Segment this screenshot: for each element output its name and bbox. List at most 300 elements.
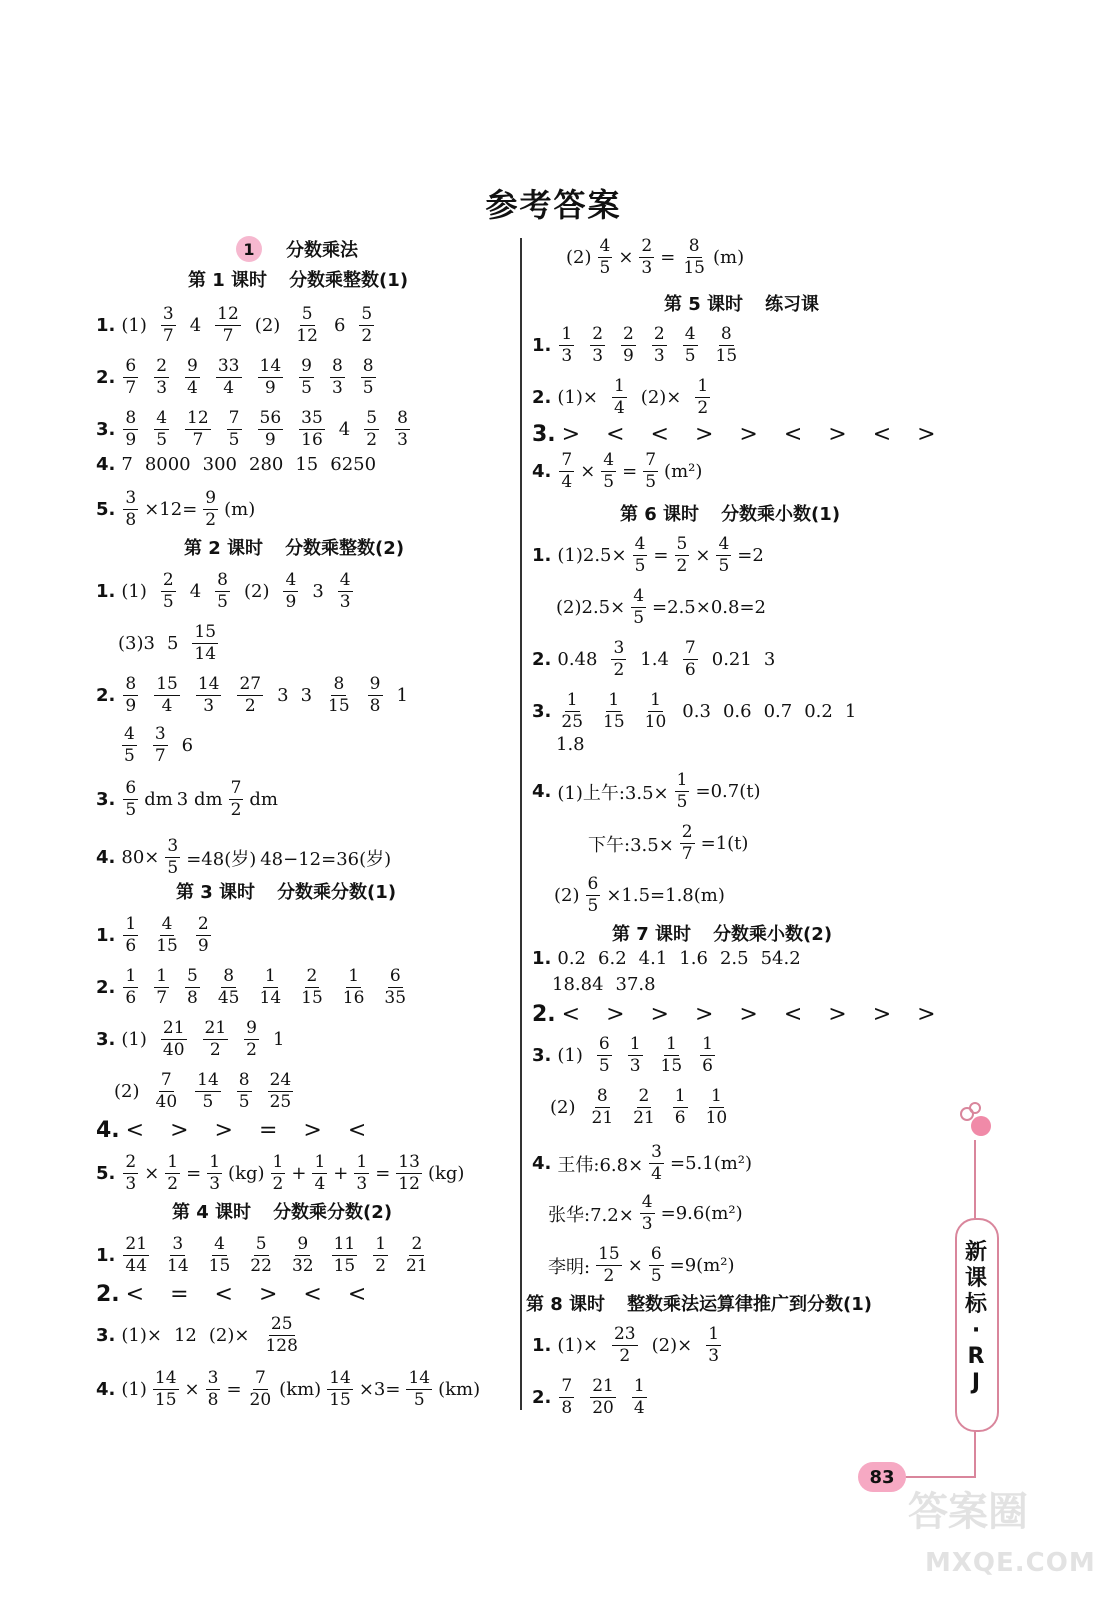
fraction	[366, 676, 385, 715]
numerator: 3	[613, 638, 625, 658]
fraction	[246, 1370, 276, 1409]
answer-text: =	[186, 1163, 202, 1184]
denominator: 2	[244, 696, 256, 716]
fraction	[599, 692, 629, 731]
fraction	[159, 572, 178, 611]
fraction	[679, 238, 709, 277]
answer-text: (3)3	[118, 633, 155, 654]
fraction	[698, 1036, 717, 1075]
numerator: 8	[397, 408, 408, 428]
fraction	[159, 1020, 189, 1059]
numerator: 6	[598, 1034, 610, 1054]
denominator: 5	[645, 472, 657, 492]
fraction	[671, 1088, 690, 1127]
fraction	[637, 238, 656, 277]
answer-line	[532, 536, 768, 575]
heading-text: 整数乘法运算律推广到分数(1)	[627, 1294, 873, 1315]
heading-text: 第 5 课时	[664, 294, 744, 315]
curriculum-tag	[958, 1240, 994, 1396]
numerator: 5	[301, 304, 313, 324]
denominator: 2	[246, 1040, 257, 1060]
answer-line	[114, 1072, 307, 1111]
answer-text: =	[258, 1118, 278, 1143]
denominator: 20	[592, 1398, 614, 1418]
numerator: 9	[297, 1234, 309, 1254]
numerator: 1	[608, 690, 620, 710]
denominator: 3	[561, 346, 573, 366]
question-number: 3.	[532, 701, 552, 722]
answer-text: 4.1	[638, 948, 668, 969]
answer-line	[96, 838, 395, 877]
numerator: 12	[187, 408, 209, 428]
denominator: 2	[697, 398, 709, 418]
answer-text: (m²)	[664, 461, 703, 482]
question-number: 4.	[96, 1118, 120, 1143]
denominator: 16	[342, 988, 365, 1008]
fraction	[152, 916, 182, 955]
denominator: 15	[301, 988, 323, 1008]
denominator: 9	[197, 936, 209, 956]
numerator: 9	[187, 356, 198, 376]
fraction	[641, 452, 660, 491]
numerator: 4	[633, 586, 645, 606]
answer-text: =	[170, 1282, 189, 1307]
denominator: 40	[155, 1092, 178, 1112]
fraction	[588, 1088, 618, 1127]
fraction	[619, 326, 638, 365]
numerator: 8	[596, 1086, 608, 1106]
numerator: 7	[561, 450, 573, 470]
answer-line	[96, 490, 259, 529]
denominator: 10	[644, 712, 667, 732]
numerator: 6	[125, 356, 137, 376]
question-number: 4.	[532, 781, 552, 802]
numerator: 6	[587, 874, 599, 894]
denominator: 3	[708, 1346, 720, 1366]
question-number: 1.	[96, 581, 116, 602]
answer-line	[532, 1144, 756, 1183]
numerator: 8	[333, 674, 345, 694]
answer-text: 7	[121, 454, 133, 475]
curriculum-tag-char: 课	[964, 1266, 987, 1291]
question-number: 3.	[532, 1045, 552, 1066]
denominator: 3	[397, 430, 408, 450]
numerator: 5	[361, 304, 373, 324]
fraction	[183, 358, 202, 397]
fraction	[673, 772, 692, 811]
answer-text: <	[783, 1002, 803, 1027]
lesson-heading	[620, 500, 862, 526]
numerator: 4	[634, 534, 646, 554]
denominator: 2	[603, 1266, 615, 1286]
numerator: 2	[653, 324, 665, 344]
numerator: 4	[285, 570, 297, 590]
answer-text: >	[828, 422, 847, 447]
unit-number-badge: 1	[236, 236, 262, 262]
numerator: 5	[676, 534, 688, 554]
fraction	[352, 1154, 371, 1193]
answer-line	[96, 1118, 392, 1143]
denominator: 3	[641, 1214, 653, 1234]
fraction	[673, 536, 692, 575]
denominator: 7	[162, 326, 174, 346]
denominator: 3	[156, 378, 168, 398]
answer-text: 2.5	[719, 948, 749, 969]
answer-line	[552, 974, 668, 995]
fraction	[647, 1144, 666, 1183]
question-number: 4.	[532, 461, 552, 482]
numerator: 2	[197, 914, 209, 934]
answer-text: (1)	[121, 581, 147, 602]
question-number: 1.	[532, 1335, 552, 1356]
denominator: 4	[561, 472, 573, 492]
answer-text: (2)×	[208, 1325, 250, 1346]
answer-text: =5.1(m²)	[669, 1153, 753, 1174]
numerator: 14	[154, 1368, 177, 1388]
fraction	[595, 1036, 614, 1075]
answer-text: =0.7(t)	[695, 781, 761, 802]
fraction	[362, 410, 381, 449]
fraction	[242, 1020, 261, 1059]
answer-text: 张华:7.2×	[548, 1204, 634, 1226]
fraction	[194, 916, 213, 955]
fraction	[629, 588, 648, 627]
heading-text: 分数乘分数(2)	[273, 1202, 393, 1223]
numerator: 3	[154, 724, 166, 744]
numerator: 1	[633, 1376, 645, 1396]
answer-line	[556, 734, 597, 755]
fraction	[609, 640, 628, 679]
answer-text: <	[347, 1282, 367, 1307]
curriculum-tag-char: R	[967, 1344, 985, 1369]
question-number: 2.	[96, 367, 116, 388]
answer-text: ×	[618, 247, 634, 268]
numerator: 5	[255, 1234, 267, 1254]
question-number: 1.	[96, 925, 116, 946]
numerator: 1	[711, 1086, 722, 1106]
answer-text: 4	[338, 419, 351, 440]
numerator: 1	[613, 376, 625, 396]
fraction	[292, 306, 322, 345]
answer-text: (1)×	[557, 387, 598, 408]
numerator: 9	[301, 356, 312, 376]
denominator: 15	[328, 696, 350, 716]
fraction	[584, 876, 603, 915]
numerator: 2	[641, 236, 653, 256]
numerator: 1	[264, 966, 276, 986]
answer-text: 280	[249, 454, 284, 475]
numerator: 25	[270, 1314, 293, 1334]
numerator: 1	[561, 324, 573, 344]
numerator: 8	[362, 356, 374, 376]
answer-text: (2)	[566, 247, 592, 268]
numerator: 1	[566, 690, 578, 710]
answer-text: >	[258, 1282, 278, 1307]
answer-text: dm	[144, 789, 173, 810]
fraction	[121, 916, 140, 955]
fraction	[630, 1378, 649, 1417]
answer-text: (1)上午:3.5×	[557, 782, 669, 804]
answer-line	[96, 676, 420, 715]
fraction	[310, 1154, 329, 1193]
denominator: 7	[156, 988, 168, 1008]
fraction	[647, 1246, 666, 1285]
answer-text: 0.48	[557, 649, 598, 670]
fraction	[205, 1236, 235, 1275]
numerator: 13	[398, 1152, 420, 1172]
decoration-line	[904, 1476, 976, 1478]
denominator: 3	[592, 346, 604, 366]
fraction	[225, 410, 244, 449]
answer-line	[532, 772, 764, 811]
answer-text: <	[347, 1118, 367, 1143]
answer-text: ×12=	[144, 499, 198, 520]
denominator: 4	[187, 378, 198, 398]
numerator: 21	[592, 1376, 614, 1396]
answer-text: 54.2	[760, 948, 801, 969]
question-number: 1.	[532, 335, 552, 356]
heading-text: 分数乘小数(1)	[721, 504, 841, 525]
numerator: 2	[411, 1234, 423, 1254]
denominator: 2	[272, 1174, 284, 1194]
answer-text: 3	[763, 649, 776, 670]
numerator: 4	[124, 724, 135, 744]
answer-text: >	[694, 422, 714, 447]
numerator: 8	[238, 1070, 250, 1090]
lesson-heading	[526, 1290, 894, 1316]
lesson-heading	[188, 266, 430, 292]
numerator: 1	[314, 1152, 326, 1172]
page-number: 83	[858, 1462, 906, 1492]
answer-line	[554, 876, 729, 915]
answer-text: =9.6(m²)	[660, 1203, 743, 1224]
numerator: 3	[167, 836, 179, 856]
answer-text: 0.6	[722, 701, 752, 722]
question-number: 4.	[96, 454, 116, 475]
answer-text: 12	[173, 1325, 197, 1346]
numerator: 15	[156, 674, 178, 694]
denominator: 6	[125, 988, 137, 1008]
numerator: 2	[592, 324, 604, 344]
page-title: 参考答案	[485, 186, 622, 224]
numerator: 9	[246, 1018, 257, 1038]
numerator: 56	[259, 408, 282, 428]
answer-text: (2)	[243, 581, 270, 602]
answer-line	[96, 1316, 314, 1355]
denominator: 15	[333, 1256, 356, 1276]
lesson-heading	[184, 534, 426, 560]
denominator: 32	[291, 1256, 314, 1276]
denominator: 6	[125, 936, 137, 956]
fraction	[214, 968, 244, 1007]
denominator: 7	[681, 844, 693, 864]
answer-text: =	[660, 247, 676, 268]
denominator: 2	[613, 660, 625, 680]
answer-text: ×	[144, 1163, 160, 1184]
answer-text: (km)	[438, 1379, 481, 1400]
decoration-line	[974, 1430, 976, 1478]
answer-line	[548, 1246, 739, 1285]
answer-text: (2)	[554, 885, 580, 906]
numerator: 27	[239, 674, 262, 694]
fraction	[678, 824, 697, 863]
numerator: 1	[356, 1152, 368, 1172]
denominator: 14	[167, 1256, 189, 1276]
answer-text: =2	[737, 545, 764, 566]
fraction	[626, 1036, 645, 1075]
numerator: 1	[708, 1324, 720, 1344]
fraction	[152, 358, 171, 397]
answer-line	[96, 410, 424, 449]
question-number: 4.	[96, 847, 116, 868]
answer-text: 3	[300, 685, 313, 706]
answer-text: 1.6	[679, 948, 708, 969]
denominator: 5	[125, 800, 137, 820]
numerator: 33	[217, 356, 240, 376]
fraction	[324, 676, 354, 715]
answer-text: >	[739, 422, 758, 447]
answer-text: 37.8	[615, 974, 656, 995]
answer-text: >	[606, 1002, 625, 1027]
answer-text: 0.2	[804, 701, 833, 722]
curriculum-tag-char: J	[971, 1370, 981, 1395]
lesson-heading	[172, 1198, 414, 1224]
denominator: 25	[561, 712, 584, 732]
numerator: 2	[623, 324, 634, 344]
answer-text: 1	[844, 701, 857, 722]
denominator: 7	[222, 326, 234, 346]
answer-text: 1	[396, 685, 408, 706]
fraction	[557, 1378, 576, 1417]
numerator: 9	[369, 674, 381, 694]
answer-text: 0.21	[711, 649, 752, 670]
denominator: 4	[651, 1164, 662, 1184]
denominator: 10	[705, 1108, 728, 1128]
heading-text: 分数乘分数(1)	[277, 882, 397, 903]
numerator: 35	[301, 408, 323, 428]
denominator: 20	[249, 1390, 272, 1410]
question-number: 2.	[532, 649, 552, 670]
answer-text: <	[606, 422, 625, 447]
numerator: 1	[702, 1034, 713, 1054]
answer-text: (2)2.5×	[556, 597, 626, 618]
denominator: 9	[125, 696, 137, 716]
answer-line	[550, 1088, 743, 1127]
denominator: 2	[366, 430, 378, 450]
answer-text: 0.3	[682, 701, 711, 722]
fraction	[121, 1236, 151, 1275]
numerator: 2	[125, 1152, 137, 1172]
denominator: 7	[192, 430, 204, 450]
denominator: 8	[207, 1390, 219, 1410]
denominator: 14	[259, 988, 282, 1008]
denominator: 2	[619, 1346, 631, 1366]
answer-text: 6.2	[598, 948, 627, 969]
denominator: 5	[718, 556, 730, 576]
heading-text: 分数乘整数(2)	[285, 538, 405, 559]
numerator: 24	[269, 1070, 292, 1090]
lesson-heading	[176, 878, 418, 904]
denominator: 22	[250, 1256, 272, 1276]
lesson-heading	[664, 290, 841, 316]
numerator: 4	[339, 570, 351, 590]
fraction	[336, 572, 355, 611]
answer-line	[532, 948, 813, 969]
denominator: 5	[587, 896, 599, 916]
denominator: 9	[264, 430, 276, 450]
numerator: 3	[207, 1368, 219, 1388]
denominator: 4	[613, 398, 625, 418]
fraction	[638, 1194, 657, 1233]
decoration-line	[974, 1140, 976, 1218]
denominator: 9	[285, 592, 297, 612]
answer-text: <	[214, 1282, 233, 1307]
fraction	[205, 1154, 224, 1193]
denominator: 40	[162, 1040, 185, 1060]
answer-text: +	[333, 1163, 349, 1184]
numerator: 21	[162, 1018, 185, 1038]
numerator: 8	[125, 674, 137, 694]
answer-line	[548, 1194, 747, 1233]
numerator: 1	[156, 966, 168, 986]
answer-text: 8000	[144, 454, 191, 475]
numerator: 8	[720, 324, 732, 344]
answer-text: >	[917, 422, 936, 447]
fraction	[213, 306, 243, 345]
answer-line	[588, 824, 752, 863]
heading-text: 第 6 课时	[620, 504, 700, 525]
numerator: 23	[613, 1324, 636, 1344]
question-number: 3.	[532, 422, 556, 447]
fraction	[152, 676, 182, 715]
denominator: 44	[125, 1256, 148, 1276]
answer-line	[532, 1378, 661, 1417]
numerator: 2	[162, 570, 174, 590]
curriculum-tag-char: ·	[971, 1318, 981, 1343]
fraction	[121, 490, 140, 529]
answer-text: (kg)	[427, 1163, 465, 1184]
denominator: 3	[209, 1174, 221, 1194]
numerator: 4	[684, 324, 696, 344]
question-number: 1.	[532, 545, 552, 566]
denominator: 5	[156, 430, 168, 450]
fraction	[190, 624, 220, 663]
denominator: 8	[125, 510, 137, 530]
fraction	[704, 1326, 723, 1365]
numerator: 21	[125, 1234, 148, 1254]
answer-line	[96, 1020, 296, 1059]
denominator: 5	[202, 1092, 214, 1112]
fraction	[121, 780, 140, 819]
answer-line	[96, 968, 422, 1007]
answer-text: (1)	[121, 315, 147, 336]
numerator: 1	[665, 1034, 677, 1054]
denominator: 2	[209, 1040, 221, 1060]
denominator: 3	[339, 592, 351, 612]
answer-text: <	[561, 1002, 581, 1027]
denominator: 5	[362, 378, 374, 398]
fraction	[599, 452, 618, 491]
answer-line	[532, 1326, 735, 1365]
fraction	[297, 358, 316, 397]
denominator: 16	[301, 430, 323, 450]
answer-text: (1)	[557, 1045, 583, 1066]
fraction	[204, 1370, 223, 1409]
numerator: 2	[156, 356, 168, 376]
answer-text: 4	[189, 315, 202, 336]
numerator: 8	[223, 966, 235, 986]
answer-line	[96, 916, 225, 955]
